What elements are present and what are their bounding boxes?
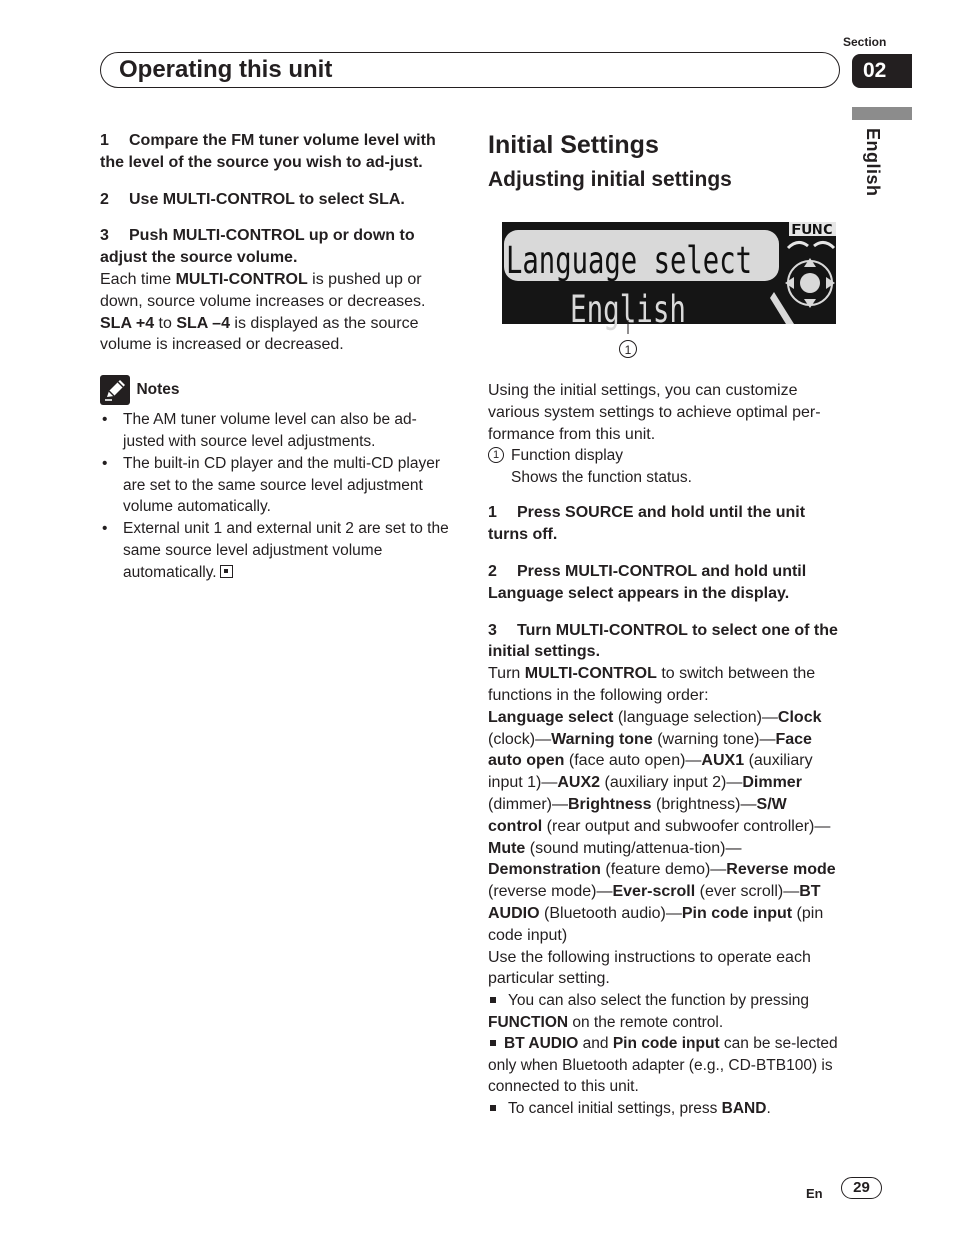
setting-name: Clock	[777, 708, 822, 726]
setting-desc: (dimmer)	[488, 795, 552, 813]
step-text: Push MULTI-CONTROL up or down to adjust the source volume.	[100, 227, 415, 267]
notes-list	[100, 409, 456, 583]
step-body: Turn MULTI-CONTROL to switch between the functions in the following order:	[488, 665, 816, 704]
function-display-illustration	[502, 222, 836, 334]
setting-desc: (auxiliary input 2)	[604, 774, 727, 792]
step-number: 3	[488, 621, 497, 639]
step-text: Press MULTI-CONTROL and hold until Language select appears in the display.	[488, 562, 807, 602]
step	[100, 225, 456, 269]
side-language-label: English	[863, 128, 883, 197]
section-number: 02	[863, 59, 887, 82]
setting-name: Warning tone	[551, 730, 653, 748]
chapter-header	[100, 52, 840, 88]
setting-desc: (language selection)	[617, 708, 762, 726]
step-text: Press SOURCE and hold until the unit turns off.	[488, 504, 806, 544]
setting-desc: (Bluetooth audio)	[544, 904, 666, 922]
setting-name: S/W control	[488, 795, 787, 835]
setting-desc: (pin code input)	[488, 904, 824, 944]
legend-label: Function display	[511, 447, 624, 465]
setting-name: Brightness	[568, 795, 652, 813]
setting-desc: (ever scroll)	[699, 883, 784, 901]
footer-language: En	[806, 1186, 823, 1201]
step-text: Use MULTI-CONTROL to select SLA.	[129, 190, 405, 208]
pencil-icon	[100, 375, 130, 405]
right-header	[488, 130, 844, 193]
setting-name: AUX2	[557, 774, 601, 792]
end-of-section-icon	[220, 565, 233, 578]
display-line2: English	[570, 288, 686, 331]
setting-desc: (rear output and subwoofer controller)	[546, 817, 815, 835]
setting-name: Mute	[488, 839, 526, 857]
settings-order-list: Language select (language selection)—Clock (clock)—Warning tone (warning tone)—Face auto open (face auto open)—AUX1 (auxiliary input 1)—AUX2 (auxiliary input 2)—Dimmer (dimmer)—Brightness (brightness)—S/W control (rear output and subwoofer controller)—Mute (sound muting/attenua-tion)—Demonstration (feature demo)—Reverse mode (reverse mode)—Ever-scroll (ever scroll)—BT AUDIO (Bluetooth audio)—Pin code input (pin code input)	[488, 708, 836, 944]
setting-name: Ever-scroll	[612, 883, 696, 901]
setting-desc: (clock)	[488, 730, 536, 748]
step-number: 1	[488, 504, 497, 522]
note-item: • The built-in CD player and the multi-CD player are set to the same source level adjustment volume automatically.	[100, 453, 456, 518]
language-tab-marker	[852, 107, 912, 120]
setting-name: Face auto open	[488, 730, 812, 770]
bullet-square-icon	[490, 1040, 496, 1046]
setting-desc: (auxiliary input 1)	[488, 752, 813, 792]
setting-desc: (sound muting/attenua-tion)	[529, 839, 726, 857]
page-number: 29	[841, 1177, 882, 1199]
step-text: Turn MULTI-CONTROL to select one of the initial settings.	[488, 621, 838, 661]
chapter-title: Operating this unit	[119, 56, 333, 83]
section-label: Section	[843, 35, 887, 49]
setting-name: Dimmer	[742, 774, 802, 792]
setting-desc: (feature demo)	[605, 861, 711, 879]
step	[100, 189, 456, 211]
note-item: • External unit 1 and external unit 2 are set to the same source level adjustment volume automatically.	[100, 518, 456, 583]
bullet-square-icon	[490, 997, 496, 1003]
setting-name: Demonstration	[488, 861, 601, 879]
setting-desc: (reverse mode)	[488, 883, 597, 901]
legend-number: 1	[488, 447, 504, 463]
tip: To cancel initial settings, press BAND.	[488, 1098, 844, 1120]
step	[488, 502, 844, 546]
legend-desc: Shows the function status.	[511, 468, 692, 486]
step	[100, 130, 456, 174]
step-number: 2	[100, 190, 109, 208]
setting-name: BT AUDIO	[488, 883, 821, 922]
tip: BT AUDIO and Pin code input can be se-lected only when Bluetooth adapter (e.g., CD-BTB100) is connected to this unit.	[488, 1035, 838, 1096]
step-number: 1	[100, 132, 109, 149]
intro-paragraph: Using the initial settings, you can customize various system settings to achieve optimal per-formance from this unit.	[488, 382, 821, 443]
callout-marker: 1	[619, 340, 637, 358]
display-func-label: FUNC	[791, 223, 833, 238]
setting-name: Language select	[488, 708, 614, 726]
notes-title: Notes	[136, 381, 180, 399]
step-body: Each time MULTI-CONTROL is pushed up or down, source volume increases or decreases. SLA +4 to SLA –4 is displayed as the source volume is increased or decreased.	[100, 270, 426, 354]
step	[488, 561, 844, 605]
tip: You can also select the function by pressing FUNCTION on the remote control.	[488, 992, 810, 1031]
step-number: 3	[100, 227, 109, 245]
setting-desc: (brightness)	[656, 795, 741, 813]
instructions-paragraph: Use the following instructions to operate each particular setting.	[488, 948, 811, 988]
step	[488, 620, 844, 664]
setting-name: Reverse mode	[726, 861, 836, 879]
section-number-badge	[852, 54, 912, 88]
right-column	[488, 380, 844, 1119]
note-item: • The AM tuner volume level can also be ad-justed with source level adjustments.	[100, 409, 456, 453]
step-text: Compare the FM tuner volume level with the level of the source you wish to ad-just.	[100, 132, 436, 171]
left-column	[100, 130, 456, 584]
display-line1: Language select	[506, 239, 752, 282]
setting-name: Pin code input	[681, 904, 793, 922]
setting-desc: (face auto open)	[568, 752, 686, 770]
figure-legend	[488, 445, 844, 488]
section-heading: Initial Settings	[488, 131, 659, 159]
step-number: 2	[488, 562, 497, 580]
setting-desc: (warning tone)	[657, 730, 760, 748]
setting-name: AUX1	[701, 752, 745, 770]
notes-heading	[100, 375, 456, 405]
bullet-square-icon	[490, 1105, 496, 1111]
subsection-heading: Adjusting initial settings	[488, 168, 732, 191]
